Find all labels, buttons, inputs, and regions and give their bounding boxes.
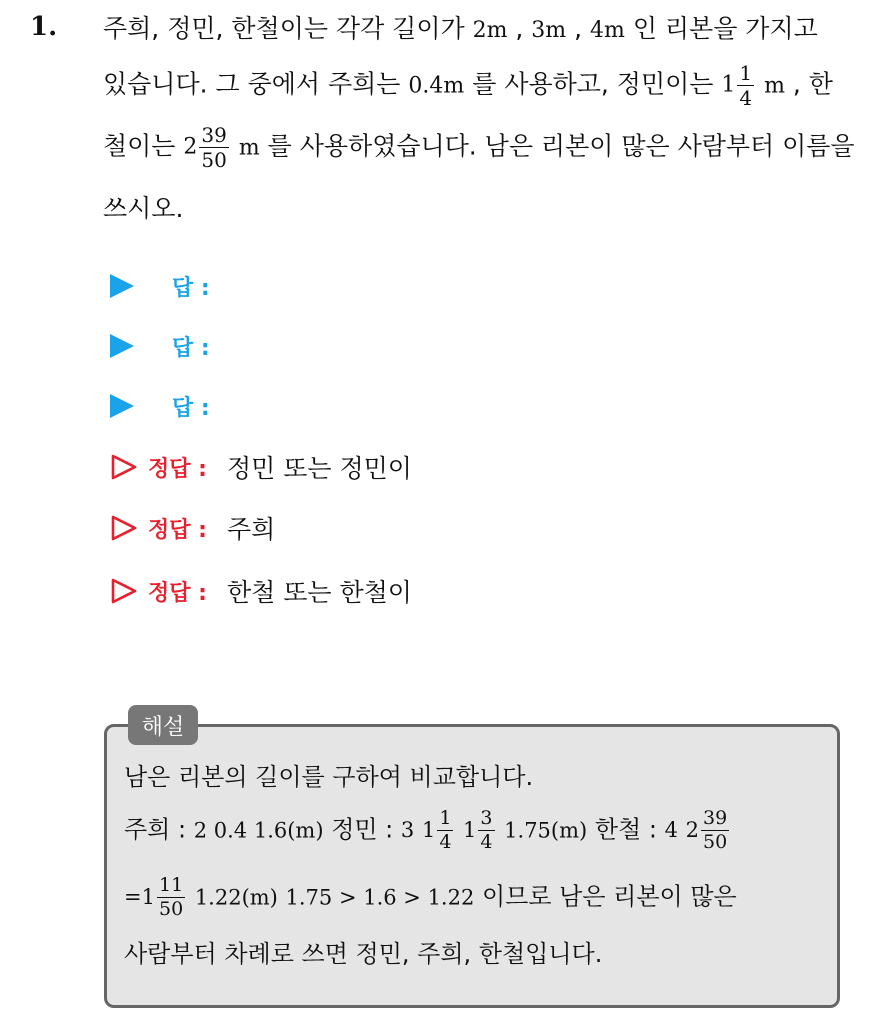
explanation-line-4: 사람부터 차례로 쓰면 정민, 주희, 한철입니다. — [124, 940, 603, 968]
correct-answer-1: 정답 : 정민 또는 정민이 — [110, 449, 412, 485]
question-line-4: 쓰시오. — [103, 194, 184, 223]
explanation-line-2: 주희 : 2 0.4 1.6(m) 정민 : 3 1 $\frac{1}{4}$ 1 $\frac{3}{4}$ 1.75(m) 한철 : 4 2 $\frac{39}{50}$ — [124, 807, 728, 853]
question-line-3: 철이는 2 $\frac{39}{50}$ m 를 사용하였습니다. 남은 리본이 많은 사람부터 이름을 — [103, 123, 855, 172]
used-juhee: 0.4m — [408, 73, 465, 99]
correct-answer-3: 정답 : 한철 또는 한철이 — [110, 573, 412, 609]
answer-blank-3[interactable]: 답 : — [110, 388, 210, 424]
play-arrow-icon — [110, 394, 134, 418]
length-jungmin: 3m — [531, 18, 567, 43]
explanation-line-3: =1 $\frac{11}{50}$ 1.22(m) 1.75 > 1.6 > 1.22 이므로 남은 리본이 많은 — [124, 874, 737, 920]
outline-arrow-icon — [110, 453, 138, 481]
fraction: $\frac{1}{4}$ — [439, 807, 452, 853]
length-hancheol: 4m — [590, 18, 625, 43]
answer-blank-2[interactable]: 답 : — [110, 328, 210, 364]
fraction-hancheol: $\frac{39}{50}$ — [201, 123, 227, 172]
fraction-jungmin: $\frac{1}{4}$ — [739, 61, 753, 110]
explanation-line-1: 남은 리본의 길이를 구하여 비교합니다. — [124, 763, 534, 791]
play-arrow-icon — [110, 334, 134, 358]
outline-arrow-icon — [110, 514, 138, 542]
outline-arrow-icon — [110, 577, 138, 605]
fraction: $\frac{11}{50}$ — [158, 874, 184, 920]
play-arrow-icon — [110, 274, 134, 298]
answer-blank-1[interactable]: 답 : — [110, 268, 210, 304]
question-line-1: 주희, 정민, 한철이는 각각 길이가 2m , 3m , 4m 인 리본을 가지고 — [103, 14, 818, 43]
correct-answer-2: 정답 : 주희 — [110, 510, 275, 546]
length-juhee: 2m — [472, 18, 508, 43]
fraction: $\frac{3}{4}$ — [480, 807, 493, 853]
problem-number: 1. — [30, 12, 58, 42]
explanation-tab: 해설 — [128, 705, 198, 745]
question-line-2: 있습니다. 그 중에서 주희는 0.4m 를 사용하고, 정민이는 1 $\frac{1}{4}$ m , 한 — [103, 61, 833, 110]
fraction: $\frac{39}{50}$ — [702, 807, 728, 853]
